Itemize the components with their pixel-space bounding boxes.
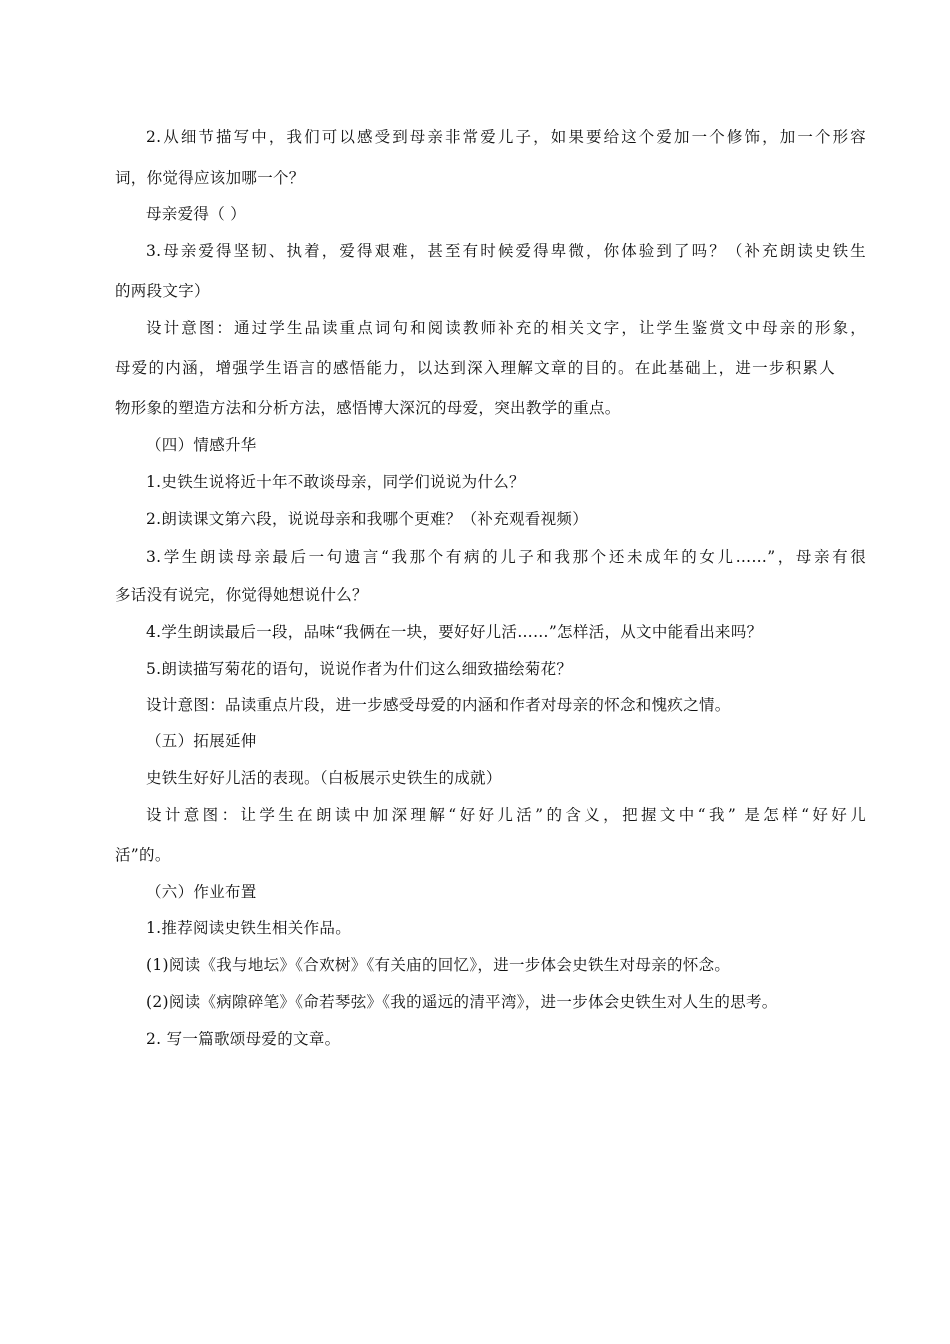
paragraph-line: 设计意图：通过学生品读重点词句和阅读教师补充的相关文字，让学生鉴赏文中母亲的形象， bbox=[146, 319, 866, 337]
section-heading: （五）拓展延伸 bbox=[146, 732, 257, 750]
paragraph-line: 母亲爱得（ ） bbox=[146, 205, 247, 223]
paragraph-line: 2. 写一篇歌颂母爱的文章。 bbox=[146, 1030, 341, 1048]
paragraph-line: 设计意图：让学生在朗读中加深理解“好好儿活”的含义，把握文中“我” 是怎样“好好儿 bbox=[146, 806, 866, 824]
paragraph-line: 2.朗读课文第六段，说说母亲和我哪个更难？（补充观看视频） bbox=[146, 510, 588, 528]
paragraph-line: 物形象的塑造方法和分析方法，感悟博大深沉的母爱，突出教学的重点。 bbox=[115, 399, 621, 417]
paragraph-line: 2.从细节描写中，我们可以感受到母亲非常爱儿子，如果要给这个爱加一个修饰，加一个形容 bbox=[146, 128, 866, 146]
paragraph-line: 史铁生好好儿活的表现。（白板展示史铁生的成就） bbox=[146, 769, 502, 787]
section-heading: （四）情感升华 bbox=[146, 436, 257, 454]
paragraph-line: (1)阅读《我与地坛》《合欢树》《有关庙的回忆》，进一步体会史铁生对母亲的怀念。 bbox=[146, 956, 731, 974]
paragraph-line: 活”的。 bbox=[115, 846, 171, 864]
section-heading: （六）作业布置 bbox=[146, 883, 257, 901]
paragraph-line: 母爱的内涵，增强学生语言的感悟能力，以达到深入理解文章的目的。在此基础上，进一步积累人 bbox=[115, 359, 835, 377]
paragraph-line: 1.推荐阅读史铁生相关作品。 bbox=[146, 919, 351, 937]
paragraph-line: 的两段文字） bbox=[115, 282, 210, 300]
paragraph-line: 词，你觉得应该加哪一个？ bbox=[115, 169, 305, 187]
paragraph-line: 设计意图：品读重点片段，进一步感受母爱的内涵和作者对母亲的怀念和愧疚之情。 bbox=[146, 696, 731, 714]
paragraph-line: 5.朗读描写菊花的语句，说说作者为什们这么细致描绘菊花？ bbox=[146, 660, 573, 678]
paragraph-line: 1.史铁生说将近十年不敢谈母亲，同学们说说为什么？ bbox=[146, 473, 525, 491]
paragraph-line: (2)阅读《病隙碎笔》《命若琴弦》《我的遥远的清平湾》，进一步体会史铁生对人生的思考。 bbox=[146, 993, 778, 1011]
paragraph-line: 3.母亲爱得坚韧、执着，爱得艰难，甚至有时候爱得卑微，你体验到了吗？（补充朗读史铁生 bbox=[146, 242, 866, 260]
paragraph-line: 多话没有说完，你觉得她想说什么？ bbox=[115, 586, 368, 604]
paragraph-line: 3.学生朗读母亲最后一句遗言“我那个有病的儿子和我那个还未成年的女儿……”，母亲有很 bbox=[146, 548, 866, 566]
paragraph-line: 4.学生朗读最后一段，品味“我俩在一块，要好好儿活……”怎样活，从文中能看出来吗？ bbox=[146, 623, 763, 641]
